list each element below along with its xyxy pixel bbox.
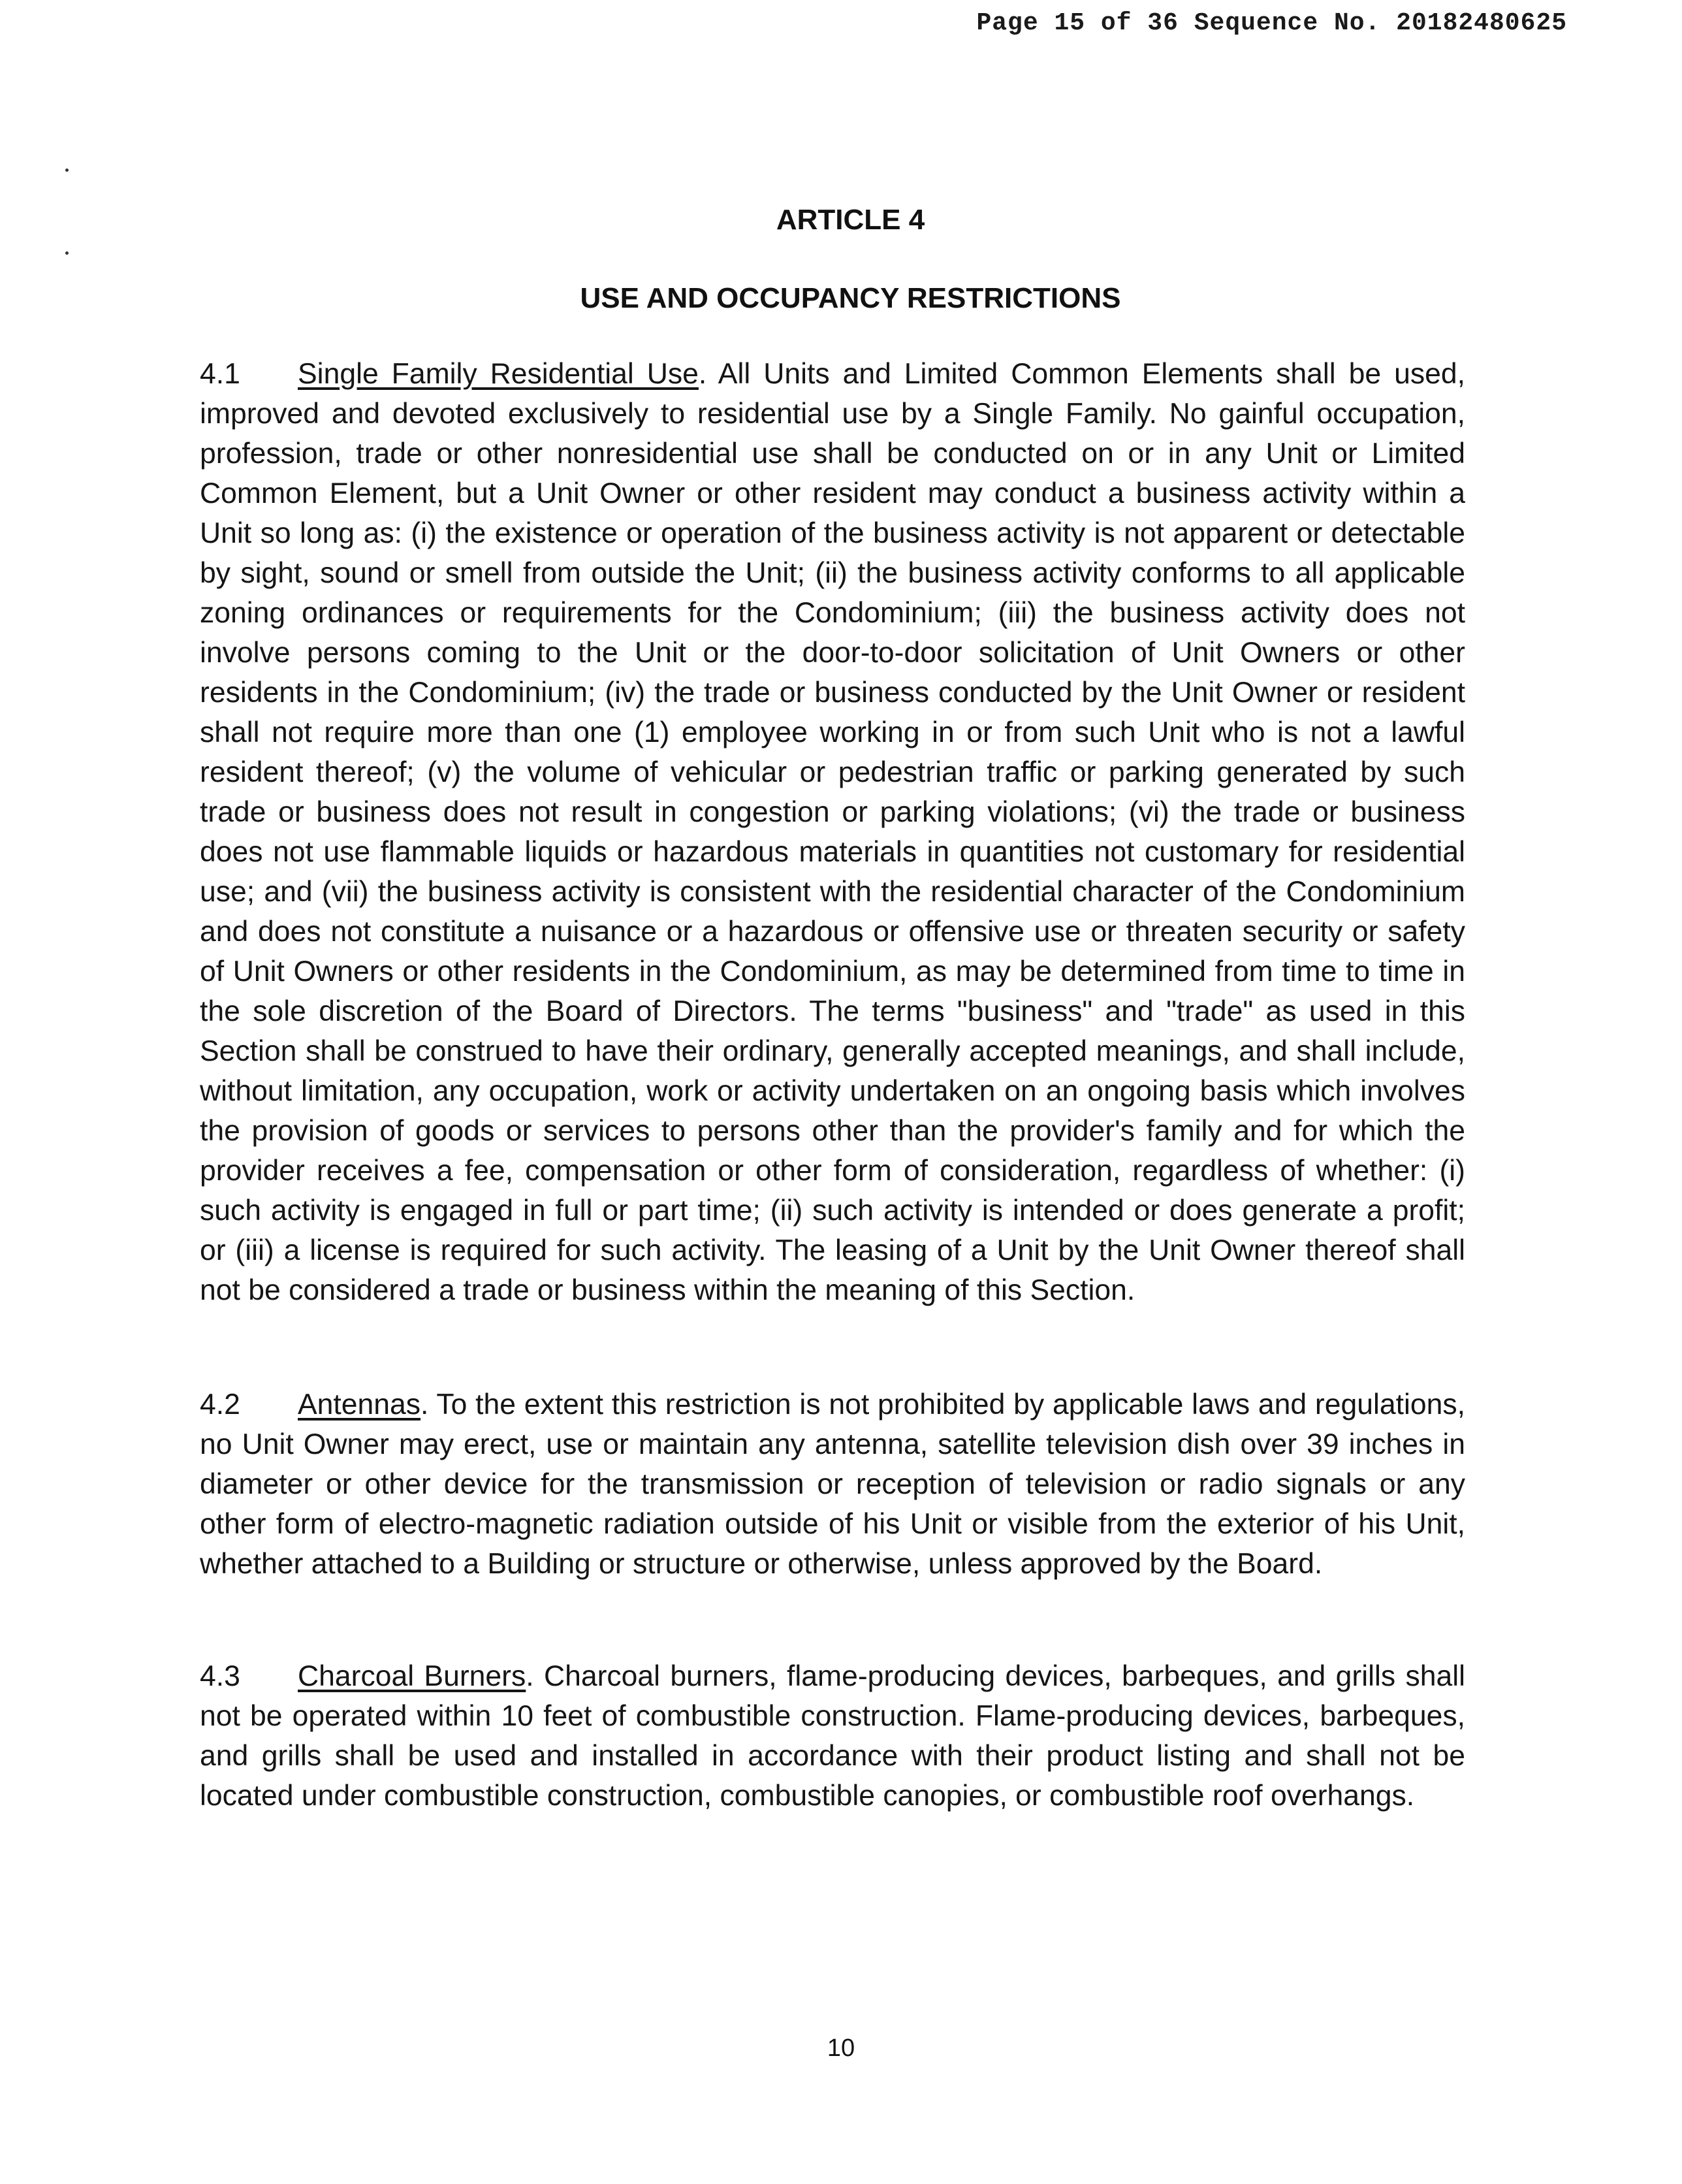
page-sequence-stamp: Page 15 of 36 Sequence No. 20182480625	[976, 9, 1567, 37]
section-paragraph	[200, 354, 1465, 1310]
scan-speck	[65, 251, 69, 255]
scan-speck	[65, 169, 69, 172]
section-4-2-paragraph	[200, 1385, 1465, 1584]
section-title: Antennas	[298, 1389, 421, 1421]
section-4-1-paragraph	[200, 354, 1465, 1310]
section-title: Charcoal Burners	[298, 1660, 526, 1692]
section-text: . Charcoal burners, flame-producing devices, barbeques, and grills shall not be operated within 10 feet of combustible construction. Flame-producing devices, barbeques, and grills shall be used and installed in accordance with their product listing and shall not be located under combustible construction, combustible canopies, or combustible roof overhangs.	[200, 1660, 1466, 1812]
section-number: 4.1	[200, 358, 240, 390]
section-title: Single Family Residential Use	[298, 358, 699, 390]
section-paragraph	[200, 1385, 1465, 1584]
section-paragraph	[200, 1656, 1465, 1816]
section-text: . All Units and Limited Common Elements shall be used, improved and devoted exclusively to residential use by a Single Family. No gainful occupation, profession, trade or other nonresidential use shall be conducted on or in any Unit or Limited Common Element, but a Unit Owner or other resident may conduct a business activity within a Unit so long as: (i) the existence or operation of the business activity is not apparent or detectable by sight, sound or smell from outside the Unit; (ii) the business activity conforms to all applicable zoning ordinances or requirements for the Condominium; (iii) the business activity does not involve persons coming to the Unit or the door-to-door solicitation of Unit Owners or other residents in the Condominium; (iv) the trade or business conducted by the Unit Owner or resident shall not require more than one (1) employee working in or from such Unit who is not a lawful resident thereof; (v) the volume of vehicular or pedestrian traffic or parking generated by such trade or business does not result in congestion or parking violations; (vi) the trade or business does not use flammable liquids or hazardous materials in quantities not customary for residential use; and (vii) the business activity is consistent with the residential character of the Condominium and does not constitute a nuisance or a hazardous or offensive use or threaten security or safety of Unit Owners or other residents in the Condominium, as may be determined from time to time in the sole discretion of the Board of Directors. The terms "business" and "trade" as used in this Section shall be construed to have their ordinary, generally accepted meanings, and shall include, without limitation, any occupation, work or activity undertaken on an ongoing basis which involves the provision of goods or services to persons other than the provider's family and for which the provider receives a fee, compensation or other form of consideration, regardless of whether: (i) such activity is engaged in full or part time; (ii) such activity is intended or does generate a profit; or (iii) a license is required for such activity. The leasing of a Unit by the Unit Owner thereof shall not be considered a trade or business within the meaning of this Section.	[200, 358, 1465, 1306]
section-number: 4.2	[200, 1389, 240, 1421]
section-text: . To the extent this restriction is not prohibited by applicable laws and regulations, no Unit Owner may erect, use or maintain any antenna, satellite television dish over 39 inches in diameter or other device for the transmission or reception of television or radio signals or any other form of electro-magnetic radiation outside of his Unit or visible from the exterior of his Unit, whether attached to a Building or structure or otherwise, unless approved by the Board.	[200, 1389, 1465, 1580]
article-number-heading: ARTICLE 4	[776, 204, 925, 236]
article-title-heading: USE AND OCCUPANCY RESTRICTIONS	[580, 282, 1121, 314]
page-number: 10	[827, 2034, 855, 2062]
section-number: 4.3	[200, 1660, 240, 1692]
section-4-3-paragraph	[200, 1656, 1465, 1816]
